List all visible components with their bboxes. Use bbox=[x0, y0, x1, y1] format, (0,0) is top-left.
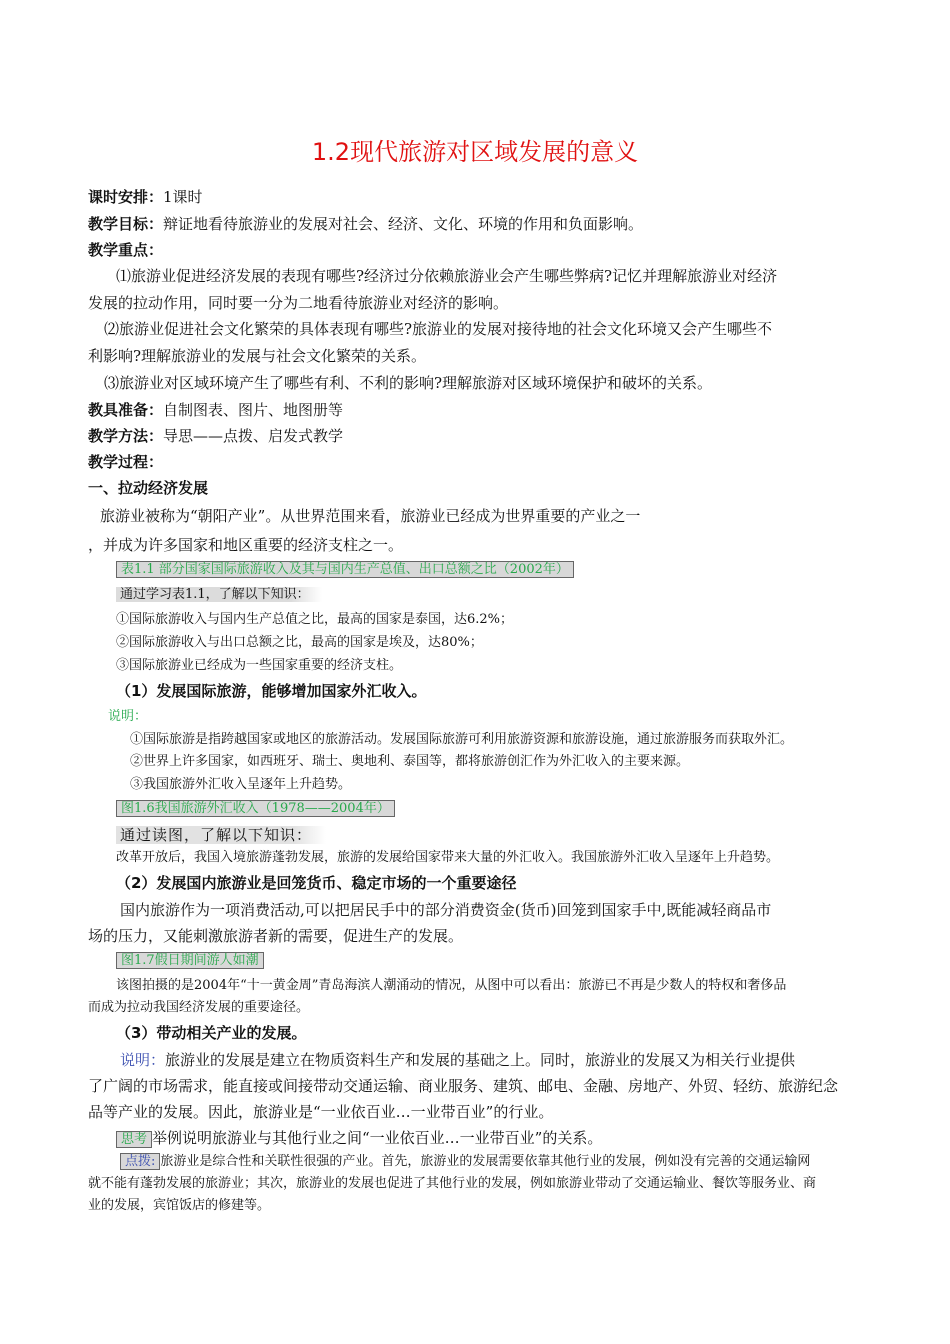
subheading-2: （2）发展国内旅游业是回笼货币、稳定市场的一个重要途径 bbox=[116, 874, 517, 892]
learn-label: 通过学习表1.1，了解以下知识： bbox=[116, 587, 322, 602]
hint-label: 点拨: bbox=[120, 1153, 160, 1170]
learn-label-line bbox=[116, 586, 322, 604]
think-label: 思考 bbox=[116, 1131, 152, 1148]
figure-1-7-label: 图1.7假日期间游人如潮 bbox=[116, 952, 264, 969]
explain-line-3: 品等产业的发展。因此，旅游业是“一业依百业…一业带百业”的行业。 bbox=[88, 1103, 554, 1121]
goal-line bbox=[88, 214, 643, 235]
learn-point-1: ①国际旅游收入与国内生产总值之比，最高的国家是泰国，达6.2%； bbox=[116, 612, 514, 627]
intro-line-1: 旅游业被称为“朝阳产业”。从世界范围来看，旅游业已经成为世界重要的产业之一 bbox=[100, 507, 641, 525]
intro-line-2: ，并成为许多国家和地区重要的经济支柱之一。 bbox=[88, 536, 404, 554]
process-label: 教学过程： bbox=[88, 453, 164, 471]
domestic-line-2: 场的压力，又能刺激旅游者新的需要，促进生产的发展。 bbox=[88, 927, 464, 945]
method-label: 教学方法： bbox=[88, 427, 164, 445]
figure-1-7-reference bbox=[116, 952, 264, 970]
explain-line-2: 了广阔的市场需求，能直接或间接带动交通运输、商业服务、建筑、邮电、金融、房地产、外贸、轻纺、旅游纪念 bbox=[88, 1077, 839, 1095]
focus-point-2-line-1: ⑵旅游业促进社会文化繁荣的具体表现有哪些?旅游业的发展对接待地的社会文化环境又会产生哪些不 bbox=[104, 320, 773, 338]
table-reference-label: 表1.1 部分国家国际旅游收入及其与国内生产总值、出口总额之比（2002年） bbox=[116, 561, 574, 578]
note-point-1: ①国际旅游是指跨越国家或地区的旅游活动。发展国际旅游可利用旅游资源和旅游设施，通过旅游服务而获取外汇。 bbox=[130, 732, 794, 747]
focus-point-1-line-1: ⑴旅游业促进经济发展的表现有哪些?经济过分依赖旅游业会产生哪些弊病?记忆并理解旅游业对经济 bbox=[116, 267, 778, 285]
tools-value: 自制图表、图片、地图册等 bbox=[163, 401, 344, 419]
hint-line-3: 业的发展，宾馆饭店的修建等。 bbox=[88, 1198, 271, 1213]
tools-label: 教具准备： bbox=[88, 401, 164, 419]
explain-text-1: 旅游业的发展是建立在物质资料生产和发展的基础之上。同时，旅游业的发展又为相关行业提供 bbox=[165, 1051, 796, 1069]
learn-point-3: ③国际旅游业已经成为一些国家重要的经济支柱。 bbox=[116, 658, 403, 673]
hint-line-1 bbox=[120, 1153, 810, 1171]
read-label-line bbox=[116, 825, 326, 845]
think-text: 举例说明旅游业与其他行业之间“一业依百业…一业带百业”的关系。 bbox=[152, 1129, 603, 1147]
method-value: 导思——点拨、启发式教学 bbox=[163, 427, 344, 445]
page-title: 1.2现代旅游对区域发展的意义 bbox=[311, 138, 639, 166]
think-line bbox=[116, 1128, 602, 1150]
domestic-line-1: 国内旅游作为一项消费活动,可以把居民手中的部分消费资金(货币)回笼到国家手中,既能减轻商品市 bbox=[120, 901, 772, 919]
photo-text-line-2: 而成为拉动我国经济发展的重要途径。 bbox=[88, 1000, 310, 1015]
focus-point-1-line-2: 发展的拉动作用，同时要一分为二地看待旅游业对经济的影响。 bbox=[88, 294, 509, 312]
note-label: 说明： bbox=[108, 709, 148, 724]
subheading-3: （3）带动相关产业的发展。 bbox=[116, 1024, 307, 1042]
note-point-3: ③我国旅游外汇收入呈逐年上升趋势。 bbox=[130, 777, 352, 792]
note-point-2: ②世界上许多国家，如西班牙、瑞士、奥地利、泰国等，都将旅游创汇作为外汇收入的主要来源。 bbox=[130, 754, 690, 769]
explain-line-1 bbox=[120, 1050, 795, 1071]
schedule-value: 1课时 bbox=[163, 188, 203, 206]
hint-text-1: 旅游业是综合性和关联性很强的产业。首先，旅游业的发展需要依靠其他行业的发展，例如没有完善的交通运输网 bbox=[160, 1154, 811, 1169]
focus-point-3: ⑶旅游业对区域环境产生了哪些有利、不利的影响?理解旅游对区域环境保护和破坏的关系。 bbox=[104, 374, 713, 392]
tools-line bbox=[88, 400, 343, 421]
method-line bbox=[88, 426, 343, 447]
photo-text-line-1: 该图拍摄的是2004年“十一黄金周”青岛海滨人潮涌动的情况，从图中可以看出：旅游已不再是少数人的特权和奢侈品 bbox=[116, 978, 787, 993]
learn-point-2: ②国际旅游收入与出口总额之比，最高的国家是埃及，达80%； bbox=[116, 635, 483, 650]
subheading-1: （1）发展国际旅游，能够增加国家外汇收入。 bbox=[116, 682, 427, 700]
focus-point-2-line-2: 利影响?理解旅游业的发展与社会文化繁荣的关系。 bbox=[88, 347, 427, 365]
section-heading: 一、拉动经济发展 bbox=[88, 479, 209, 497]
table-reference bbox=[116, 561, 574, 579]
schedule-label: 课时安排： bbox=[88, 188, 164, 206]
hint-line-2: 就不能有蓬勃发展的旅游业；其次，旅游业的发展也促进了其他行业的发展，例如旅游业带动了交通运输业、餐饮等服务业、商 bbox=[88, 1176, 817, 1191]
schedule-line bbox=[88, 187, 203, 208]
figure-1-6-label: 图1.6我国旅游外汇收入（1978——2004年） bbox=[116, 800, 395, 817]
goal-value: 辩证地看待旅游业的发展对社会、经济、文化、环境的作用和负面影响。 bbox=[163, 215, 644, 233]
goal-label: 教学目标： bbox=[88, 215, 164, 233]
explain-label: 说明： bbox=[120, 1051, 166, 1069]
figure-1-6-reference bbox=[116, 800, 395, 818]
read-text: 改革开放后，我国入境旅游蓬勃发展，旅游的发展给国家带来大量的外汇收入。我国旅游外汇收入呈逐年上升趋势。 bbox=[116, 850, 780, 865]
read-label: 通过读图，了解以下知识： bbox=[116, 826, 326, 844]
focus-label: 教学重点： bbox=[88, 241, 164, 259]
